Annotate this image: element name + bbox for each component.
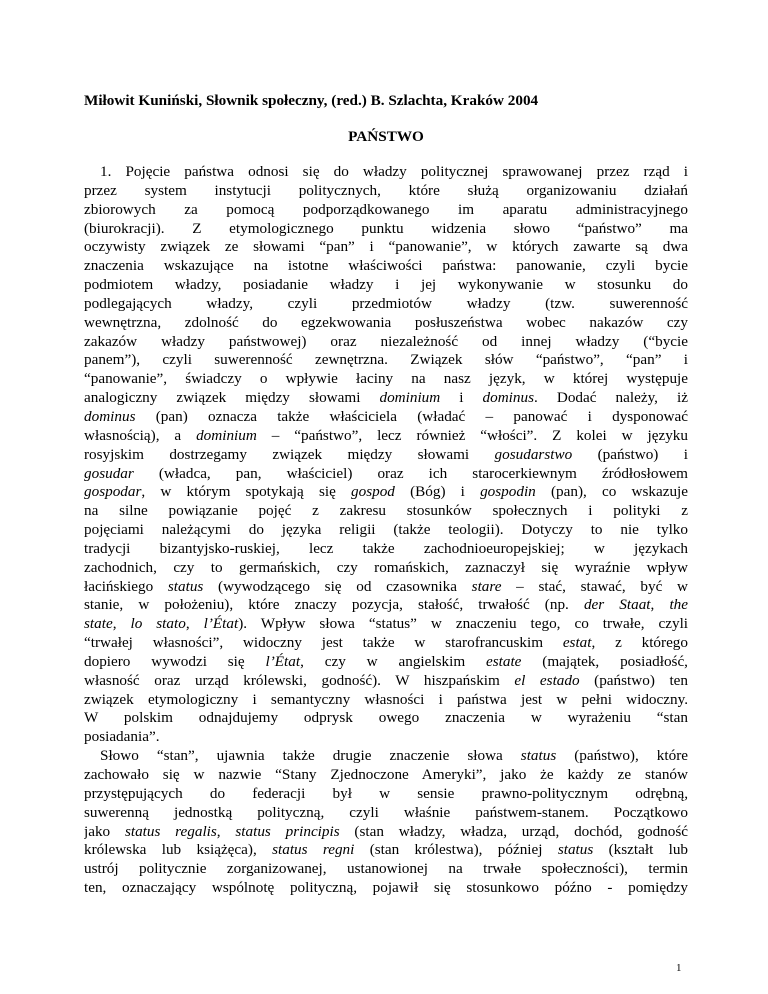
text-segment: zbiorowych za pomocą podporządkowanego im aparatu administracyjnego	[84, 200, 688, 218]
text-segment: rosyjskim dostrzegamy związek między słowami	[84, 445, 495, 463]
italic-term: status	[520, 747, 557, 765]
text-segment: i	[440, 389, 483, 407]
text-segment: na silne powiązanie pojęć z zakresu stosunków społecznych i polityki z	[84, 502, 688, 520]
text-segment: (biurokracji). Z etymologicznego punktu widzenia słowo “państwo” ma	[84, 219, 688, 237]
text-line	[84, 540, 688, 559]
text-line	[84, 709, 688, 728]
text-segment: łacińskiego	[84, 577, 168, 595]
text-segment: pojęciami należącymi do języka religii (także teologii). Dotyczy to nie tylko	[84, 521, 688, 539]
text-segment: ). Wpływ słowa “status” w znaczeniu tego, co trwałe, czyli	[238, 615, 688, 633]
text-segment: 1. Pojęcie państwa odnosi się do władzy politycznej sprawowanej przez rząd i	[100, 163, 688, 180]
text-line	[84, 465, 688, 484]
text-segment: panem”), czyli suwerenność zewnętrzna. Związek słów “państwo”, “pan” i	[84, 351, 688, 369]
text-segment: . Dodać należy, iż	[534, 389, 688, 407]
text-segment: ustrój politycznie zorganizowanej, ustanowionej na trwałe społeczności), termin	[84, 860, 688, 878]
text-segment: podmiotem władzy, posiadanie władzy i jej wykonywanie w stosunku do	[84, 276, 688, 294]
text-segment: “trwałej własności”, widoczny jest także w starofrancuskim	[84, 634, 563, 652]
text-line	[84, 483, 688, 502]
text-segment: “panowanie”, świadczy o wpływie łaciny na nasz język, w której występuje	[84, 370, 688, 388]
italic-term: lo stato	[130, 615, 186, 633]
text-line	[84, 314, 688, 333]
text-line	[84, 596, 688, 615]
text-line	[84, 163, 688, 182]
text-segment: suwerenną jednostką polityczną, czyli właśnie państwem-stanem. Początkowo	[84, 803, 688, 821]
italic-term: dominus	[84, 407, 136, 425]
italic-term: dominium	[196, 426, 257, 444]
text-line	[84, 201, 688, 220]
text-segment: wewnętrzna, zdolność do egzekwowania posłuszeństwa wobec nakazów czy	[84, 313, 688, 331]
text-line	[84, 728, 688, 747]
text-segment: ten, oznaczający wspólnotę polityczną, pojawił się stosunkowo późno - pomiędzy	[84, 879, 688, 897]
text-segment: Słowo “stan”, ujawnia także drugie znaczenie słowa	[100, 747, 521, 765]
text-line	[84, 559, 688, 578]
italic-term: gosudarstwo	[494, 445, 573, 463]
text-line	[84, 747, 688, 766]
italic-term: el estado	[514, 671, 580, 689]
italic-term: dominium	[379, 389, 441, 407]
text-line	[84, 634, 688, 653]
text-segment: (państwo), które	[556, 747, 688, 765]
text-line	[84, 823, 688, 842]
text-segment: (władca, pan, właściciel) oraz ich starocerkiewnym źródłosłowem	[133, 464, 688, 482]
text-line	[84, 879, 688, 898]
text-line	[84, 615, 688, 634]
text-line	[84, 220, 688, 239]
italic-term: status	[167, 577, 204, 595]
text-line	[84, 653, 688, 672]
text-segment: (państwo) ten	[579, 671, 688, 689]
text-segment: stanie, w położeniu), które znaczy pozycja, stałość, trwałość (np.	[84, 596, 584, 614]
text-segment: znaczenia wskazujące na istotne właściwości państwa: panowanie, czyli bycie	[84, 257, 688, 275]
text-segment: , czy w angielskim	[300, 652, 486, 670]
text-line	[84, 276, 688, 295]
italic-term: gospodar	[84, 483, 142, 501]
text-line	[84, 804, 688, 823]
text-segment: królewska lub książęca),	[84, 841, 273, 859]
italic-term: estat	[562, 634, 592, 652]
text-line	[84, 691, 688, 710]
italic-term: status principis	[235, 822, 340, 840]
text-segment: ,	[650, 596, 670, 614]
text-segment: dopiero wywodzi się	[84, 652, 266, 670]
text-segment: zachowało się w nazwie “Stany Zjednoczone Ameryki”, jako że każdy ze stanów	[84, 766, 688, 783]
text-segment: związek etymologiczny i semantyczny własności i państwa jest w pełni widoczny.	[84, 690, 688, 708]
text-segment: W polskim odnajdujemy odprysk owego znaczenia w wyrażeniu “stan	[84, 709, 688, 727]
text-segment: tradycji bizantyjsko-ruskiej, lecz także zachodnioeuropejskiej; w językach	[84, 539, 688, 557]
italic-term: the	[669, 596, 688, 614]
italic-term: status regalis	[124, 822, 217, 840]
italic-term: estate	[486, 652, 522, 670]
text-line	[84, 446, 688, 465]
text-line	[84, 238, 688, 257]
text-line	[84, 370, 688, 389]
italic-term: stare	[471, 577, 502, 595]
text-segment: analogiczny związek między słowami	[84, 389, 380, 407]
text-segment: ,	[216, 822, 236, 840]
text-segment: (wywodzącego się od czasownika	[203, 577, 472, 595]
text-segment: (stan władzy, władza, urząd, dochód, godność	[339, 822, 688, 840]
text-segment: – stać, stawać, być w	[501, 577, 688, 595]
text-line	[84, 785, 688, 804]
text-line	[84, 502, 688, 521]
italic-term: state	[84, 615, 113, 633]
text-segment: (państwo) i	[572, 445, 688, 463]
text-segment: przez system instytucji politycznych, które służą organizowaniu działań	[84, 181, 688, 199]
text-segment: (pan), co wskazuje	[535, 483, 688, 501]
text-segment: przystępujących do federacji był w sensie prawno-politycznym odrębną,	[84, 784, 688, 802]
text-line	[84, 408, 688, 427]
text-segment: zakazów władzy państwowej) oraz niezależność od innej władzy (“bycie	[84, 332, 688, 350]
text-line	[84, 182, 688, 201]
text-segment: ,	[185, 615, 204, 633]
text-segment: , w którym spotykają się	[141, 483, 351, 501]
text-line	[84, 521, 688, 540]
text-segment: oczywisty związek ze słowami “pan” i “panowanie”, w których zawarte są dwa	[84, 238, 688, 256]
text-line	[84, 766, 688, 785]
text-segment: (majątek, posiadłość,	[521, 652, 688, 670]
italic-term: gospodin	[480, 483, 536, 501]
text-segment: własność oraz urząd królewski, godność). W hiszpańskim	[84, 671, 515, 689]
text-segment: (kształt lub	[593, 841, 688, 859]
italic-term: gospod	[351, 483, 395, 501]
page-number: 1	[676, 962, 682, 974]
italic-term: dominus	[482, 389, 535, 407]
text-line	[84, 578, 688, 597]
italic-term: status	[557, 841, 594, 859]
text-segment: (stan królestwa), później	[354, 841, 558, 859]
text-segment: – “państwo”, lecz również “włości”. Z kolei w języku	[256, 426, 688, 444]
text-line	[84, 427, 688, 446]
text-segment: (Bóg) i	[394, 483, 481, 501]
italic-term: status regni	[272, 841, 355, 859]
text-line	[84, 860, 688, 879]
text-line	[84, 672, 688, 691]
text-line	[84, 351, 688, 370]
text-segment: jako	[84, 822, 125, 840]
text-segment: (pan) oznacza także właściciela (władać – panować i dysponować	[135, 407, 688, 425]
text-segment: zachodnich, czy to germańskich, czy romańskich, zaznaczył się wyraźnie wpływ	[84, 558, 688, 576]
italic-term: l’État	[265, 652, 301, 670]
citation-line: Miłowit Kuniński, Słownik społeczny, (red.) B. Szlachta, Kraków 2004	[84, 92, 539, 109]
text-line	[84, 333, 688, 352]
italic-term: der Staat	[583, 596, 651, 614]
article-heading: PAŃSTWO	[348, 128, 424, 145]
text-segment: , z którego	[591, 634, 688, 652]
text-segment: własnością), a	[84, 426, 197, 444]
article-body	[84, 163, 688, 898]
italic-term: l’État	[203, 615, 239, 633]
text-segment: posiadania”.	[84, 728, 160, 746]
text-line	[84, 257, 688, 276]
text-segment: podlegających władzy, czyli przedmiotów władzy (tzw. suwerenność	[84, 294, 688, 312]
italic-term: gosudar	[84, 464, 134, 482]
text-line	[84, 389, 688, 408]
text-segment: ,	[112, 615, 131, 633]
text-line	[84, 295, 688, 314]
text-line	[84, 841, 688, 860]
